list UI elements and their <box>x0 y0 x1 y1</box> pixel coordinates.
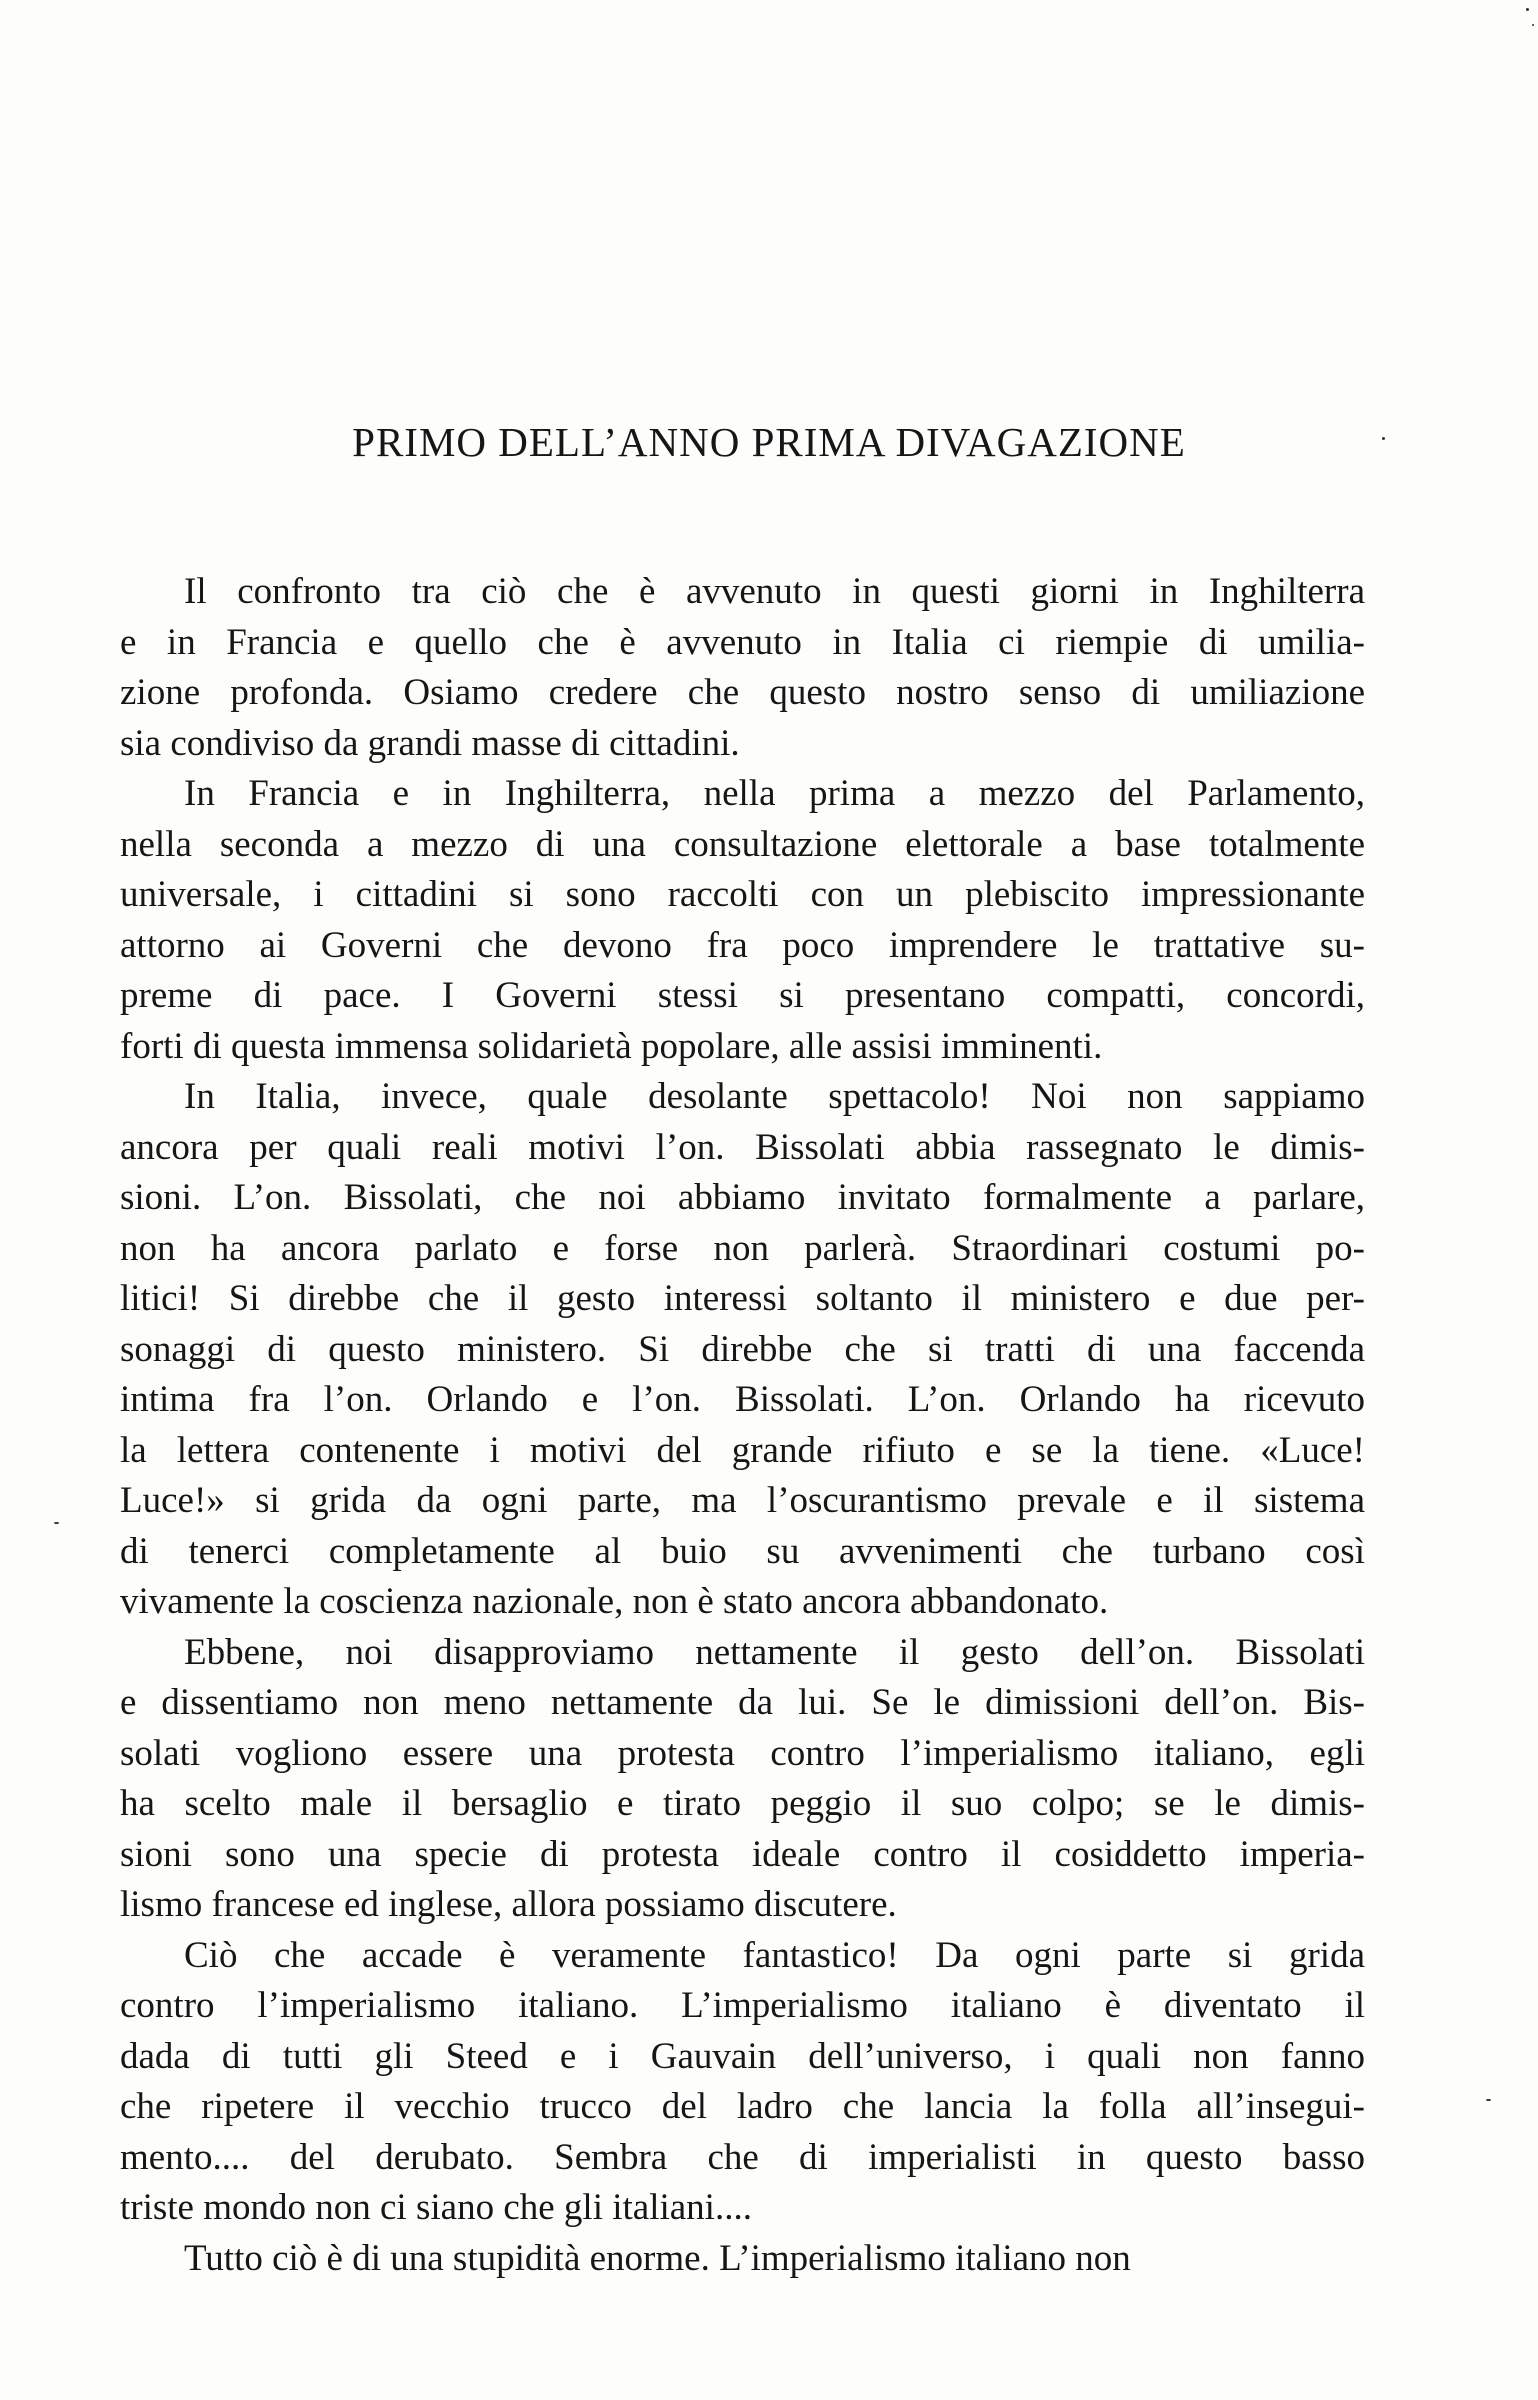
text-line: che ripetere il vecchio trucco del ladro che lancia la folla all’insegui- <box>120 2086 1365 2127</box>
text-line: Ebbene, noi disapproviamo nettamente il gesto dell’on. Bissolati <box>184 1631 1365 1673</box>
text-line: sioni sono una specie di protesta ideale contro il cosiddetto imperia- <box>120 1833 1365 1875</box>
text-line: Tutto ciò è di una stupidità enorme. L’imperialismo italiano non <box>184 2237 1131 2279</box>
paragraph-5 <box>120 1931 1365 2234</box>
paragraph-3 <box>120 1072 1365 1628</box>
text-line: Ciò che accade è veramente fantastico! Da ogni parte si grida <box>184 1934 1365 1976</box>
text-line: In Francia e in Inghilterra, nella prima a mezzo del Parlamento, <box>184 773 1365 814</box>
text-line: In Italia, invece, quale desolante spettacolo! Noi non sappiamo <box>184 1076 1365 1117</box>
paragraph-2 <box>120 769 1365 1072</box>
text-line: ancora per quali reali motivi l’on. Bissolati abbia rassegnato le dimis- <box>120 1126 1365 1168</box>
paragraph-4 <box>120 1628 1365 1931</box>
body-text <box>120 567 1365 2284</box>
text-line: attorno ai Governi che devono fra poco imprendere le trattative su- <box>120 924 1365 966</box>
text-line: sioni. L’on. Bissolati, che noi abbiamo invitato formalmente a parlare, <box>120 1177 1365 1218</box>
text-line: e in Francia e quello che è avvenuto in Italia ci riempie di umilia- <box>120 621 1365 663</box>
text-line: solati vogliono essere una protesta contro l’imperialismo italiano, egli <box>120 1732 1365 1774</box>
text-line: intima fra l’on. Orlando e l’on. Bissolati. L’on. Orlando ha ricevuto <box>120 1379 1365 1420</box>
paragraph-1 <box>120 567 1365 769</box>
scan-speck <box>1532 24 1534 26</box>
text-line: ha scelto male il bersaglio e tirato peggio il suo colpo; se le dimis- <box>120 1783 1365 1824</box>
scan-speck <box>1382 437 1385 440</box>
paragraph-6 <box>120 2234 1365 2285</box>
text-line: litici! Si direbbe che il gesto interessi soltanto il ministero e due per- <box>120 1278 1365 1319</box>
text-line: zione profonda. Osiamo credere che questo nostro senso di umiliazione <box>120 672 1365 713</box>
scan-speck <box>54 1522 59 1524</box>
text-line: di tenerci completamente al buio su avvenimenti che turbano così <box>120 1530 1365 1572</box>
text-line: triste mondo non ci siano che gli italiani.... <box>120 2187 752 2228</box>
text-line: la lettera contenente i motivi del grande rifiuto e se la tiene. «Luce! <box>120 1429 1365 1471</box>
text-line: nella seconda a mezzo di una consultazione elettorale a base totalmente <box>120 823 1365 865</box>
text-line: non ha ancora parlato e forse non parlerà. Straordinari costumi po- <box>120 1227 1365 1269</box>
text-line: sonaggi di questo ministero. Si direbbe che si tratti di una faccenda <box>120 1328 1365 1370</box>
text-line: preme di pace. I Governi stessi si presentano compatti, concordi, <box>120 975 1365 1016</box>
text-line: lismo francese ed inglese, allora possiamo discutere. <box>120 1884 897 1925</box>
text-line: dada di tutti gli Steed e i Gauvain dell’universo, i quali non fanno <box>120 2035 1365 2077</box>
text-line: sia condiviso da grandi masse di cittadini. <box>120 722 740 764</box>
text-line: e dissentiamo non meno nettamente da lui. Se le dimissioni dell’on. Bis- <box>120 1682 1365 1723</box>
chapter-title: PRIMO DELL’ANNO PRIMA DIVAGAZIONE <box>352 419 1186 465</box>
scan-speck <box>1526 8 1529 11</box>
text-line: universale, i cittadini si sono raccolti con un plebiscito impressionante <box>120 874 1365 915</box>
text-line: contro l’imperialismo italiano. L’imperialismo italiano è diventato il <box>120 1985 1365 2026</box>
text-line: forti di questa immensa solidarietà popolare, alle assisi imminenti. <box>120 1025 1103 1067</box>
text-line: Luce!» si grida da ogni parte, ma l’oscurantismo prevale e il sistema <box>120 1480 1365 1521</box>
text-line: vivamente la coscienza nazionale, non è stato ancora abbandonato. <box>120 1581 1109 1622</box>
text-line: Il confronto tra ciò che è avvenuto in questi giorni in Inghilterra <box>184 571 1365 612</box>
text-line: mento.... del derubato. Sembra che di imperialisti in questo basso <box>120 2136 1365 2178</box>
scan-speck <box>1486 2099 1491 2101</box>
